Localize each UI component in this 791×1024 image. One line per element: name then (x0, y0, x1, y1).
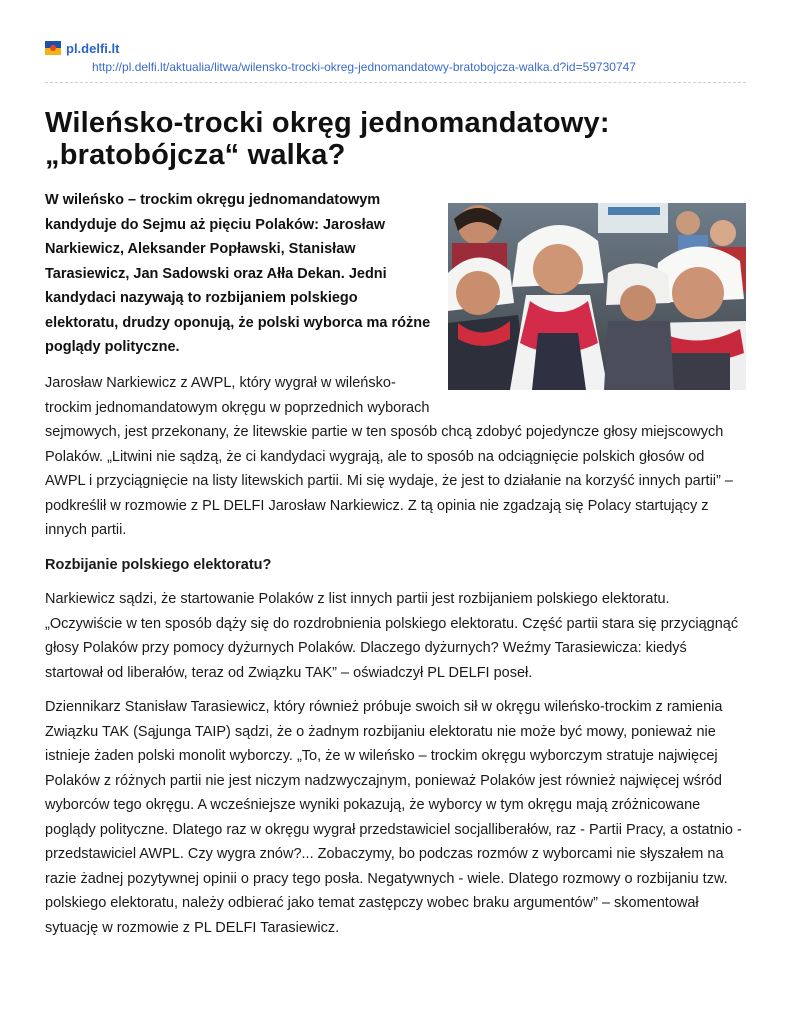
header-divider (45, 82, 746, 83)
source-url-link[interactable]: http://pl.delfi.lt/aktualia/litwa/wilensko-trocki-okreg-jednomandatowy-bratobojcza-walka.d?id=59730747 (92, 60, 636, 74)
article-photo (448, 203, 746, 390)
photo-wrap-spacer (435, 371, 747, 411)
article-paragraph-1: Jarosław Narkiewicz z AWPL, który wygrał w wileńsko-trockim jednomandatowym okręgu w poprzednich wyborach sejmowych, jest przekonany, że litewskie partie w ten sposób chcą zdobyć pojedyncze głosy miejscowych Polaków. „Litwini nie sądzą, że ci kandydaci wygrają, ale to sposób na odciągnięcie polskich głosów od AWPL i przyciągnięcie na listy litewskich partii. Mi się wydaje, że jest to działanie na korzyść innych partii” – podkreślił w rozmowie z PL DELFI Jarosław Narkiewicz. Z tą opinia nie zgadzają się Polacy startujący z innych partii. (45, 375, 733, 538)
article-paragraph-3: Dziennikarz Stanisław Tarasiewicz, który również próbuje swoich sił w okręgu wileńsko-trockim z ramienia Związku TAK (Sąjunga TAIP) sądzi, że o żadnym rozbijaniu elektoratu nie może być mowy, ponieważ nie istnieje żaden polski monolit wyborczy. „To, że w wileńsko – trockim okręgu wyborczym stratuje najwięcej Polaków z różnych partii nie jest niczym nadzwyczajnym, ponieważ Polaków jest również najwięcej wśród wyborców tego okręgu. A wcześniejsze wyniki pokazują, że wyborcy w tym okręgu mają zróżnicowane poglądy polityczne. Dlatego raz w okręgu wygrał przedstawiciel socjalliberałów, raz - Partii Pracy, a ostatnio - przedstawiciel AWPL. Czy wygra znów?... Zobaczymy, bo podczas rozmów z wyborcami nie słyszałem na razie żadnej pozytywnej opinii o pracy tego posła. Negatywnych - wiele. Dlatego rozmowy o rozbijaniu tzw. polskiego elektoratu, należy odbierać jako temat zastępczy wobec braku argumentów” – skomentował sytuację w rozmowie z PL DELFI Tarasiewicz. (45, 699, 742, 936)
article-paragraph-2: Narkiewicz sądzi, że startowanie Polaków z list innych partii jest rozbijaniem polskiego elektoratu. „Oczywiście w ten sposób dąży się do rozdrobnienia polskiego elektoratu. Część partii stara się przyciągnąć głosy Polaków przy pomocy dyżurnych Polaków. Dlaczego dyżurnych? Weźmy Tarasiewicza: kiedyś startował od liberałów, teraz od Związku TAK” – oświadczył PL DELFI poseł. (45, 591, 739, 681)
article-subheading: Rozbijanie polskiego elektoratu? (45, 556, 272, 573)
article-title-line-2: „bratobójcza“ walka? (45, 139, 346, 171)
delfi-favicon-icon (45, 41, 61, 55)
article-lead: W wileńsko – trockim okręgu jednomandatowym kandyduje do Sejmu aż pięciu Polaków: Jarosław Narkiewicz, Aleksander Popławski, Stanisław Tarasiewicz, Jan Sadowski oraz Ałła Dekan. Jedni kandydaci nazywają to rozbijaniem polskiego elektoratu, drudzy oponują, że polski wyborca ma różne poglądy polityczne. (45, 192, 431, 355)
article-title (45, 107, 745, 171)
site-name-link[interactable]: pl.delfi.lt (66, 40, 120, 56)
source-header (45, 40, 745, 56)
source-line (45, 40, 745, 56)
article-title-line-1: Wileńsko-trocki okręg jednomandatowy: (45, 107, 610, 139)
article-body (45, 371, 747, 950)
photo-women-folk-costumes-icon (448, 203, 746, 390)
